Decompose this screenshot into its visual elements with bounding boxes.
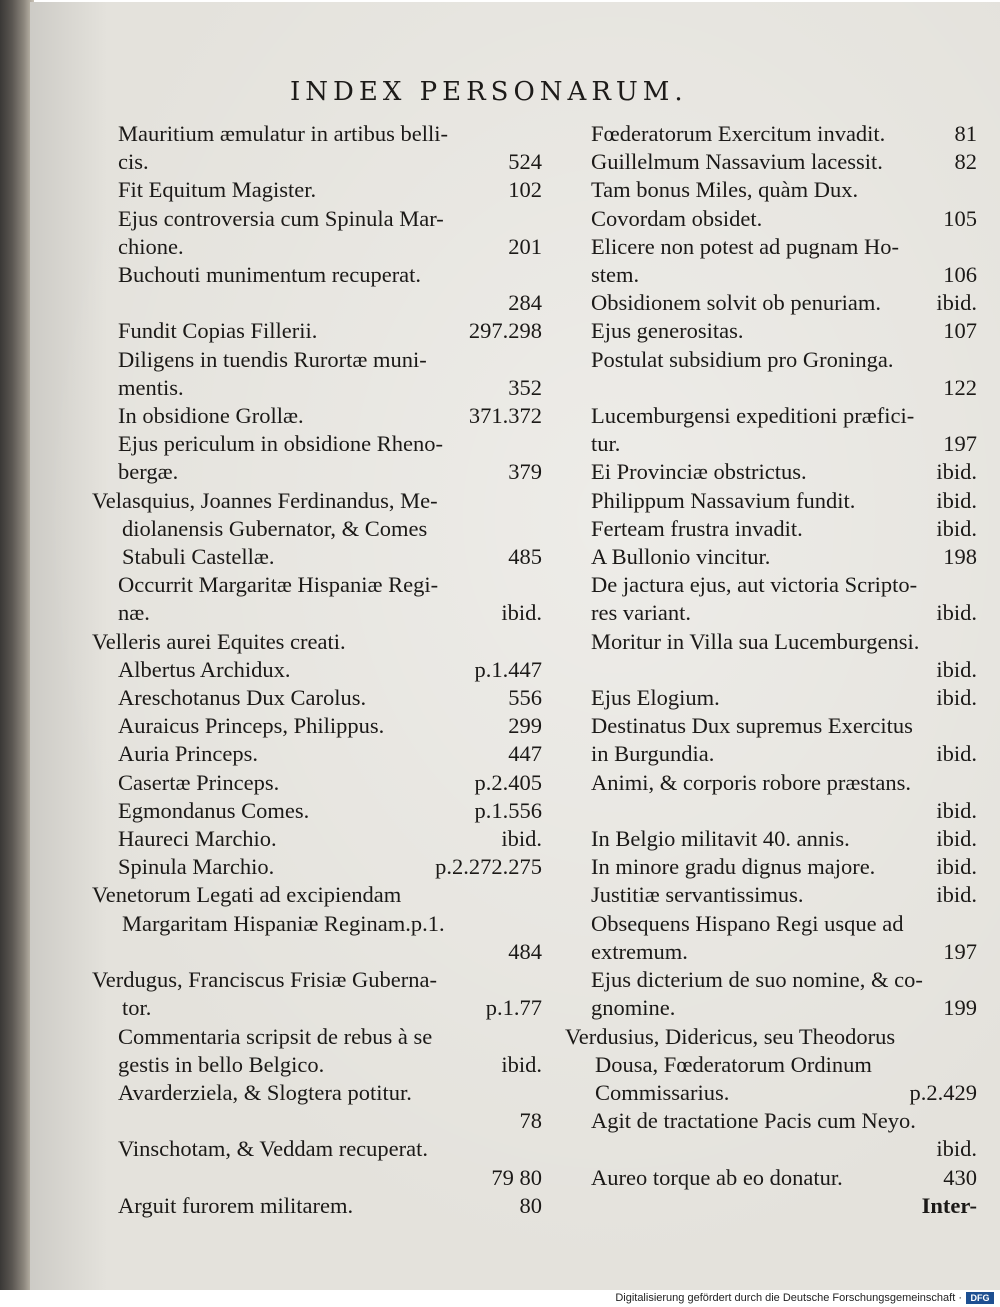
entry-text-line: Velleris aurei Equites creati. — [92, 628, 346, 654]
page-reference: 79 80 — [491, 1164, 542, 1190]
entry-text-line: Fœderatorum Exercitum invadit. 81 — [565, 120, 977, 148]
entry-text-line: Stabuli Castellæ. 485 — [92, 543, 542, 571]
page-reference: 122 — [943, 374, 977, 400]
page-reference: 371.372 — [468, 403, 542, 429]
index-entry — [565, 966, 977, 1022]
index-entry — [92, 205, 542, 261]
page-reference: ibid. — [501, 600, 542, 626]
page-reference: p.2.272.275 — [435, 854, 542, 880]
index-entry — [92, 430, 542, 486]
entry-text-line: Dousa, Fœderatorum Ordinum — [595, 1051, 872, 1077]
page-reference: 107 — [943, 318, 977, 344]
entry-text-line: Egmondanus Comes. p.1.556 — [92, 797, 542, 825]
page-reference: 484 — [508, 938, 542, 964]
page-reference: p.2.405 — [474, 769, 542, 795]
entry-text-line: Philippum Nassavium fundit. ibid. — [565, 487, 977, 515]
index-entry — [565, 289, 977, 317]
entry-text-line: Ferteam frustra invadit. ibid. — [565, 515, 977, 543]
index-entry — [92, 346, 542, 402]
entry-text-line: chione. 201 — [92, 233, 542, 261]
page-reference: p.1.556 — [474, 797, 542, 823]
entry-text-line: Fit Equitum Magister. 102 — [92, 176, 542, 204]
entry-text-line: bergæ. 379 — [92, 458, 542, 486]
page-reference: 199 — [943, 995, 977, 1021]
page-reference: ibid. — [936, 459, 977, 485]
page-reference: p.1.77 — [485, 995, 542, 1021]
entry-text-line: Lucemburgensi expeditioni præfici- — [591, 403, 915, 429]
entry-text-line: Areschotanus Dux Carolus. 556 — [92, 684, 542, 712]
entry-text-line: Spinula Marchio. p.2.272.275 — [92, 853, 542, 881]
index-entry — [565, 881, 977, 909]
entry-text-line: Arguit furorem militarem. 80 — [92, 1192, 542, 1220]
entry-text-line: Diligens in tuendis Rurortæ muni- — [118, 346, 427, 372]
index-entry — [92, 853, 542, 881]
entry-text-line: cis. 524 — [92, 148, 542, 176]
entry-text-line: Commissarius. p.2.429 — [565, 1079, 977, 1107]
page-reference: ibid. — [936, 290, 977, 316]
entry-text-line: In Belgio militavit 40. annis. ibid. — [565, 825, 977, 853]
page-reference: 379 — [508, 459, 542, 485]
entry-text-line: De jactura ejus, aut victoria Scripto- — [591, 572, 918, 598]
page-reference: ibid. — [936, 882, 977, 908]
index-column-right — [565, 120, 977, 1220]
index-entry — [565, 712, 977, 768]
entry-text-line: Verdusius, Didericus, seu Theodorus — [565, 1023, 896, 1049]
index-entry — [92, 261, 542, 317]
index-entry — [565, 487, 977, 515]
page-reference: 430 — [943, 1164, 977, 1190]
entry-text-line: næ. ibid. — [92, 599, 542, 627]
entry-text-line: Moritur in Villa sua Lucemburgensi. — [591, 628, 920, 654]
page-reference: 297.298 — [468, 318, 542, 344]
entry-text-line: In obsidione Grollæ. 371.372 — [92, 402, 542, 430]
index-entry — [92, 656, 542, 684]
index-entry — [92, 402, 542, 430]
page-reference: 447 — [508, 741, 542, 767]
index-entry — [92, 1192, 542, 1220]
index-entry — [565, 1164, 977, 1192]
index-column-left — [92, 120, 542, 1220]
entry-text-line: Ejus generositas. 107 — [565, 317, 977, 345]
index-entry — [565, 684, 977, 712]
entry-text-line: Velasquius, Joannes Ferdinandus, Me- — [92, 487, 438, 513]
entry-text-line: Obsidionem solvit ob penuriam. ibid. — [565, 289, 977, 317]
index-entry — [92, 120, 542, 176]
index-entry — [565, 176, 977, 204]
page-reference: 78 — [519, 1108, 542, 1134]
page-reference: 485 — [508, 544, 542, 570]
entry-text-line: In minore gradu dignus majore. ibid. — [565, 853, 977, 881]
entry-text-line: Ejus controversia cum Spinula Mar- — [118, 205, 444, 231]
page-reference: 105 — [943, 205, 977, 231]
page-reference: 352 — [508, 374, 542, 400]
page-reference: ibid. — [501, 1051, 542, 1077]
entry-text-line: Commentaria scripsit de rebus à se — [118, 1023, 433, 1049]
entry-text-line: Ei Provinciæ obstrictus. ibid. — [565, 458, 977, 486]
index-entry — [565, 515, 977, 543]
page-reference: 556 — [508, 685, 542, 711]
page-reference: 198 — [943, 544, 977, 570]
index-entry — [92, 317, 542, 345]
entry-text-line: Aureo torque ab eo donatur. 430 — [565, 1164, 977, 1192]
entry-text-line: extremum. 197 — [565, 938, 977, 966]
page-reference: 197 — [943, 431, 977, 457]
entry-text-line: Vinschotam, & Veddam recuperat. — [118, 1136, 429, 1162]
entry-text-line: Guillelmum Nassavium lacessit. 82 — [565, 148, 977, 176]
entry-text-line: Occurrit Margaritæ Hispaniæ Regi- — [118, 572, 439, 598]
page-reference: ibid. — [936, 600, 977, 626]
page-reference: p.2.429 — [909, 1079, 977, 1105]
index-entry — [565, 853, 977, 881]
page-reference: 284 — [508, 290, 542, 316]
entry-text-line: in Burgundia. ibid. — [565, 740, 977, 768]
page-reference: ibid. — [936, 487, 977, 513]
entry-text-line: Albertus Archidux. p.1.447 — [92, 656, 542, 684]
index-entry — [565, 120, 977, 148]
entry-text-line: Destinatus Dux supremus Exercitus — [591, 713, 913, 739]
entry-text-line: Ejus dicterium de suo nomine, & co- — [591, 967, 923, 993]
index-entry — [565, 346, 977, 402]
page-reference: ibid. — [936, 854, 977, 880]
page-reference: ibid. — [936, 656, 977, 682]
page-reference: ibid. — [936, 1136, 977, 1162]
entry-text-line: gnomine. 199 — [565, 994, 977, 1022]
page-reference: 524 — [508, 149, 542, 175]
index-entry — [92, 881, 542, 966]
index-entry — [92, 1135, 542, 1191]
entry-text-line: Fundit Copias Fillerii. 297.298 — [92, 317, 542, 345]
entry-text-line: Avarderziela, & Slogtera potitur. — [118, 1079, 412, 1105]
entry-text-line: Auria Princeps. 447 — [92, 740, 542, 768]
index-entry — [92, 712, 542, 740]
index-entry — [92, 628, 542, 656]
entry-text-line: diolanensis Gubernator, & Comes — [122, 515, 428, 541]
book-page — [30, 2, 1000, 1290]
index-entry — [565, 402, 977, 458]
index-entry — [565, 825, 977, 853]
funding-note: Digitalisierung gefördert durch die Deutsche Forschungsgemeinschaft · — [615, 1292, 962, 1304]
entry-text-line: res variant. ibid. — [565, 599, 977, 627]
entry-text-line: Justitiæ servantissimus. ibid. — [565, 881, 977, 909]
page-reference: 102 — [508, 177, 542, 203]
entry-text-line: Verdugus, Franciscus Frisiæ Guberna- — [92, 967, 437, 993]
index-entry — [92, 1079, 542, 1135]
page-title: INDEX PERSONARUM. — [290, 77, 688, 107]
entry-text-line: Buchouti munimentum recuperat. — [118, 262, 422, 288]
scan-binding-edge — [0, 0, 34, 1290]
page-reference: ibid. — [936, 826, 977, 852]
index-entry — [92, 571, 542, 627]
index-entry — [565, 769, 977, 825]
page-reference: ibid. — [936, 685, 977, 711]
index-entry — [92, 176, 542, 204]
index-entry — [565, 628, 977, 684]
index-entry — [92, 966, 542, 1022]
entry-text-line: Ejus periculum in obsidione Rheno- — [118, 431, 443, 457]
index-entry — [565, 1023, 977, 1108]
entry-text-line: Agit de tractatione Pacis cum Neyo. — [591, 1108, 916, 1134]
index-entry — [565, 1107, 977, 1163]
entry-text-line: Obsequens Hispano Regi usque ad — [591, 910, 904, 936]
page-reference: 80 — [519, 1192, 542, 1218]
page-reference: 82 — [954, 149, 977, 175]
footer-bar — [0, 1290, 1000, 1307]
index-entry — [565, 571, 977, 627]
entry-text-line: tor. p.1.77 — [92, 994, 542, 1022]
index-entry — [565, 148, 977, 176]
page-reference: 81 — [954, 121, 977, 146]
page-reference: ibid. — [936, 797, 977, 823]
page-reference: ibid. — [936, 515, 977, 541]
index-entry — [565, 910, 977, 966]
page-reference: p.1.447 — [474, 656, 542, 682]
index-entry — [565, 317, 977, 345]
entry-text-line: stem. 106 — [565, 261, 977, 289]
entry-text-line: Animi, & corporis robore præstans. — [591, 769, 911, 795]
entry-text-line: Postulat subsidium pro Groninga. — [591, 346, 894, 372]
entry-text-line: Casertæ Princeps. p.2.405 — [92, 769, 542, 797]
index-entry — [565, 458, 977, 486]
page-reference: 106 — [943, 262, 977, 288]
index-entry — [565, 233, 977, 289]
entry-text-line: Tam bonus Miles, quàm Dux. — [591, 177, 859, 203]
page-reference: ibid. — [501, 826, 542, 852]
catchword: Inter- — [921, 1192, 977, 1218]
entry-text-line: Elicere non potest ad pugnam Ho- — [591, 233, 900, 259]
entry-text-line: Margaritam Hispaniæ Reginam.p.1. — [122, 910, 445, 936]
index-entry — [92, 740, 542, 768]
index-entry — [565, 543, 977, 571]
index-entry — [92, 769, 542, 797]
entry-text-line: Haureci Marchio. ibid. — [92, 825, 542, 853]
entry-text-line: Mauritium æmulatur in artibus belli- — [118, 121, 448, 146]
entry-text-line: tur. 197 — [565, 430, 977, 458]
entry-text-line: gestis in bello Belgico. ibid. — [92, 1051, 542, 1079]
entry-text-line: Ejus Elogium. ibid. — [565, 684, 977, 712]
page-reference: 201 — [508, 233, 542, 259]
entry-text-line: A Bullonio vincitur. 198 — [565, 543, 977, 571]
page-reference: 299 — [508, 713, 542, 739]
entry-text-line: Covordam obsidet. 105 — [565, 205, 977, 233]
page-reference: ibid. — [936, 741, 977, 767]
entry-text-line: mentis. 352 — [92, 374, 542, 402]
index-entry — [92, 825, 542, 853]
dfg-logo: DFG — [966, 1292, 994, 1304]
index-entry — [92, 1023, 542, 1079]
page-reference: 197 — [943, 938, 977, 964]
entry-text-line: Auraicus Princeps, Philippus. 299 — [92, 712, 542, 740]
index-entry — [565, 205, 977, 233]
entry-text-line: Venetorum Legati ad excipiendam — [92, 882, 402, 908]
index-entry — [92, 684, 542, 712]
index-entry — [92, 487, 542, 572]
index-entry — [92, 797, 542, 825]
